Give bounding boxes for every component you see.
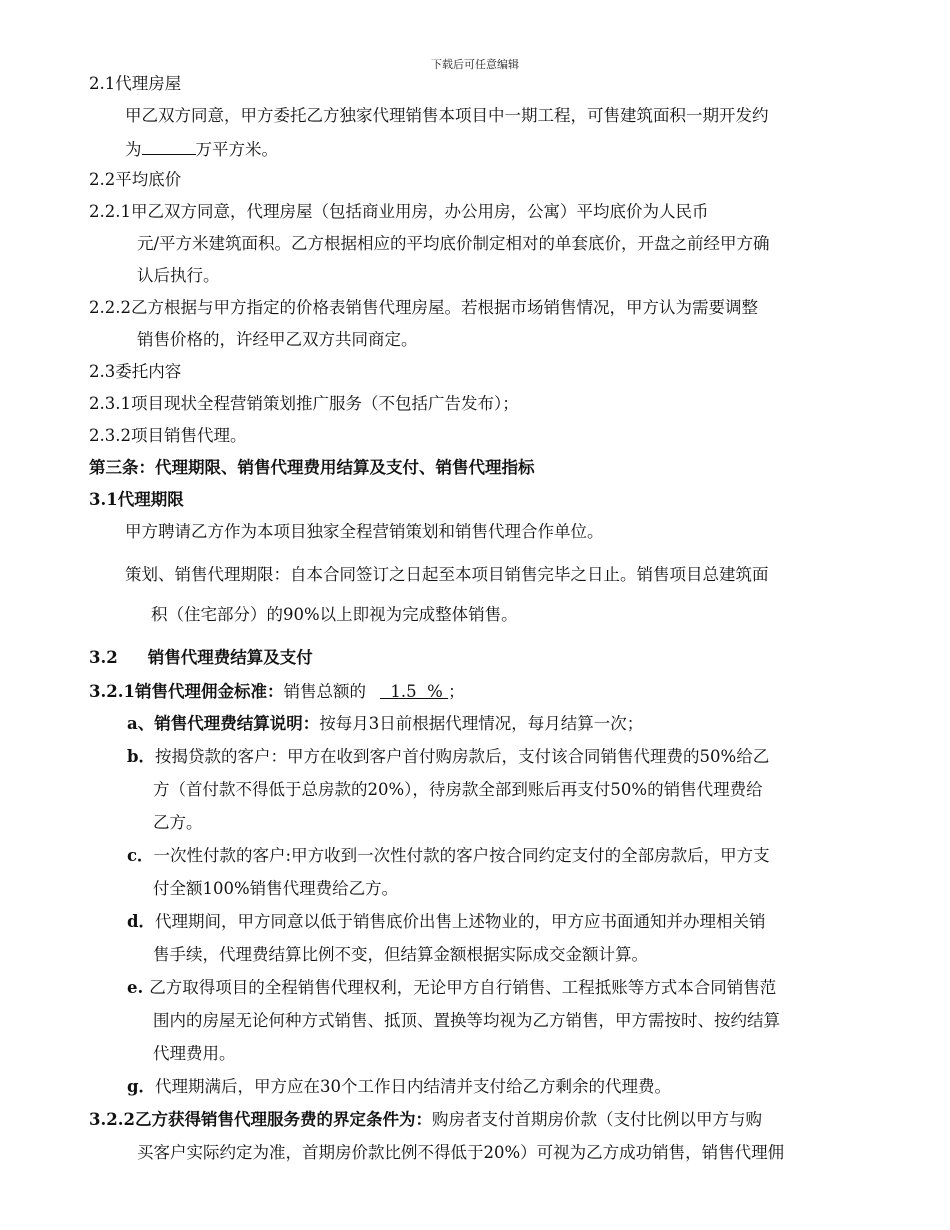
item-2-2-2-line1: 2.2.2乙方根据与甲方指定的价格表销售代理房屋。若根据市场销售情况，甲方认为需要调整: [89, 298, 758, 317]
service-fee-condition-text: 购房者支付首期房价款（支付比例以甲方与购: [431, 1110, 762, 1129]
section-3-1-title: 3.1代理期限: [89, 490, 184, 509]
item-2-2-1-line3: 认后执行。: [137, 266, 220, 285]
clause-a: [127, 712, 643, 736]
item-2-3-1: 2.3.1项目现状全程营销策划推广服务（不包括广告发布）；: [89, 394, 519, 413]
item-3-2-1: [89, 680, 465, 704]
item-2-3-2: 2.3.2项目销售代理。: [89, 426, 247, 445]
clause-b-label: b．: [127, 747, 156, 766]
clause-a-text: 按每月3日前根据代理情况，每月结算一次；: [319, 714, 644, 733]
item-number: 3.2.1: [89, 682, 135, 701]
clause-b-line2: 方（首付款不得低于总房款的20%），待房款全部到账后再支付50%的销售代理费给: [153, 780, 763, 799]
clause-g: [127, 1075, 671, 1099]
clause-d-line2: 售手续，代理费结算比例不变，但结算金额根据实际成交金额计算。: [153, 945, 648, 964]
commission-text: 销售总额的: [283, 682, 366, 701]
article-3-title: 第三条：代理期限、销售代理费用结算及支付、销售代理指标: [89, 458, 535, 477]
section-3-1-para2-line1: 策划、销售代理期限：自本合同签订之日起至本项目销售完毕之日止。销售项目总建筑面: [125, 565, 769, 584]
clause-e-line2: 围内的房屋无论何种方式销售、抵顶、置换等均视为乙方销售，甲方需按时、按约结算: [153, 1011, 780, 1030]
clause-b-text: 按揭贷款的客户：甲方在收到客户首付购房款后，支付该合同销售代理费的50%给乙: [155, 747, 770, 766]
text-prefix: 为: [125, 140, 142, 159]
clause-g-text: 代理期满后，甲方应在30个工作日内结清并支付给乙方剩余的代理费。: [155, 1077, 672, 1096]
clause-d-line1: [127, 910, 766, 934]
page-header-note: 下载后可任意编辑: [431, 58, 519, 71]
item-2-2-1-line1: 2.2.1甲乙双方同意，代理房屋（包括商业用房，办公用房，公寓）平均底价为人民币: [89, 202, 709, 221]
clause-a-label: a、销售代理费结算说明：: [127, 714, 320, 733]
clause-e-line3: 代理费用。: [153, 1044, 236, 1063]
clause-e-label: e.: [127, 978, 144, 997]
service-fee-condition-label: 乙方获得销售代理服务费的界定条件为：: [134, 1110, 432, 1129]
clause-d-label: d．: [127, 912, 156, 931]
commission-rate: 1.5 %: [379, 682, 449, 701]
item-2-2-2-line2: 销售价格的，许经甲乙双方共同商定。: [137, 330, 418, 349]
section-2-1-text: 甲乙双方同意，甲方委托乙方独家代理销售本项目中一期工程，可售建筑面积一期开发约: [125, 106, 769, 125]
text-suffix: 万平方米。: [195, 140, 278, 159]
clause-d-text: 代理期间，甲方同意以低于销售底价出售上述物业的，甲方应书面通知并办理相关销: [155, 912, 766, 931]
section-3-1-para2-line2: 积（住宅部分）的90%以上即视为完成整体销售。: [151, 605, 518, 624]
section-2-2-title: 2.2平均底价: [89, 170, 182, 189]
section-2-3-title: 2.3委托内容: [89, 362, 182, 381]
item-3-2-2-line1: [89, 1108, 762, 1132]
clause-c-line1: [127, 844, 770, 868]
clause-b-line3: 乙方。: [153, 813, 203, 832]
item-number: 3.2.2: [89, 1110, 135, 1129]
clause-c-text: 一次性付款的客户:甲方收到一次性付款的客户按合同约定支付的全部房款后，甲方支: [153, 846, 770, 865]
clause-b-line1: [127, 745, 769, 769]
clause-c-line2: 付全额100%销售代理费给乙方。: [153, 879, 399, 898]
clause-e-line1: [127, 976, 776, 1000]
section-2-1-text-cont: [125, 136, 278, 162]
section-3-1-para1: 甲方聘请乙方作为本项目独家全程营销策划和销售代理合作单位。: [125, 522, 604, 541]
item-2-2-1-line2: 元/平方米建筑面积。乙方根据相应的平均底价制定相对的单套底价，开盘之前经甲方确: [137, 234, 770, 253]
section-2-1-title: 2.1代理房屋: [89, 74, 182, 93]
section-title-text: 销售代理费结算及支付: [147, 648, 313, 667]
clause-e-text: 乙方取得项目的全程销售代理权利，无论甲方自行销售、工程抵账等方式本合同销售范: [149, 978, 777, 997]
item-3-2-2-line2: 买客户实际约定为准，首期房价款比例不得低于20%）可视为乙方成功销售，销售代理佣: [137, 1143, 785, 1162]
section-3-2-title: [89, 646, 313, 670]
section-number: 3.2: [89, 648, 118, 667]
area-blank: [142, 136, 196, 155]
clause-g-label: g．: [127, 1077, 156, 1096]
clause-c-label: c．: [127, 846, 154, 865]
commission-standard-label: 销售代理佣金标准：: [134, 682, 284, 701]
commission-end: ；: [448, 682, 465, 701]
